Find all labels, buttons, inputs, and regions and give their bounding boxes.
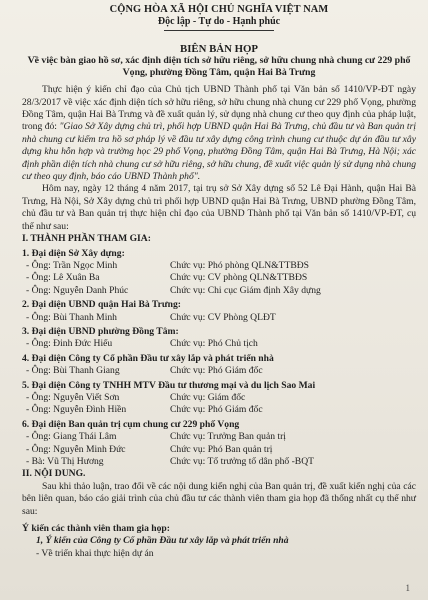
member-role: Chức vụ: Giám đốc bbox=[170, 391, 246, 403]
member-row bbox=[22, 272, 416, 284]
member-name: - Ông: Giang Thái Lâm bbox=[26, 431, 117, 443]
member-role: Chức vụ: Phó Giám đốc bbox=[170, 365, 263, 377]
section-2-paragraph: Sau khi thảo luận, trao đổi về các nội dung kiến nghị của Ban quản trị, đề xuất kiến nghị của các bên liên quan, báo cáo giải trình của chủ đầu tư các thành viên tham gia họp đã thống nhất cụ thể như sau: bbox=[22, 480, 416, 517]
opinion-item-1-line: - Về triển khai thực hiện dự án bbox=[36, 547, 154, 559]
member-role: Chức vụ: Phó Ban quản trị bbox=[170, 443, 273, 455]
group-title: 6. Đại diện Ban quản trị cụm chung cư 229 phố Vọng bbox=[22, 418, 240, 430]
opinion-item-1: 1, Ý kiến của Công ty Cổ phần Đầu tư xây lắp và phát triển nhà bbox=[36, 535, 289, 547]
intro-paragraph-1 bbox=[22, 84, 416, 183]
member-role: Chức vụ: CV phòng QLN&TTBĐS bbox=[170, 272, 308, 284]
member-role: Chức vụ: Phó Chủ tịch bbox=[170, 338, 258, 350]
member-name: - Ông: Lê Xuân Ba bbox=[26, 272, 100, 284]
group-title: 2. Đại diện UBND quận Hai Bà Trưng: bbox=[22, 299, 181, 311]
member-name: - Ông: Bùi Thanh Minh bbox=[26, 311, 117, 323]
member-name: - Ông: Nguyễn Danh Phúc bbox=[26, 284, 129, 296]
member-row bbox=[22, 312, 416, 324]
member-name: - Bà: Vũ Thị Hương bbox=[26, 456, 104, 467]
member-name: - Ông: Đinh Đức Hiếu bbox=[26, 338, 113, 350]
member-row bbox=[22, 431, 416, 443]
group-title: 5. Đại diện Công ty TNHH MTV Đầu tư thương mại và du lịch Sao Mai bbox=[22, 379, 316, 391]
document-subtitle: Về việc bàn giao hồ sơ, xác định diện tích sở hữu riêng, sở hữu chung nhà chung cư 229 phố Vọng, phường Đồng Tâm, quận Hai Bà Trưng bbox=[27, 55, 411, 79]
document-title: BIÊN BẢN HỌP bbox=[180, 42, 258, 55]
section-2-title: II. NỘI DUNG. bbox=[22, 468, 86, 480]
member-row bbox=[22, 338, 416, 350]
national-header: CỘNG HÒA XÃ HỘI CHỦ NGHĨA VIỆT NAM bbox=[109, 4, 329, 15]
member-name: - Ông: Nguyễn Viết Sơn bbox=[26, 391, 120, 403]
group-title: 3. Đại diện UBND phường Đồng Tâm: bbox=[22, 325, 179, 337]
page-number: 1 bbox=[405, 582, 410, 593]
member-name: - Ông: Bùi Thanh Giang bbox=[26, 365, 120, 377]
member-role: Chức vụ: Tổ trưởng tổ dân phố -BQT bbox=[170, 456, 314, 467]
member-row bbox=[22, 285, 416, 297]
member-row bbox=[22, 444, 416, 456]
intro-quote: "Giao Sở Xây dựng chủ trì, phối hợp UBND quận Hai Bà Trưng, chủ đầu tư và Ban quản trị nhà chung cư kiểm tra hồ sơ pháp lý về đầu tư xây dựng công trình chung cư thuộc dự án đầu tư xây dựng khu hỗn hợp và trường học 29 phố Vọng, phường Đồng Tâm, quận Hai Bà Trưng, Hà Nội; xác định phần diện tích nhà chung cư sở hữu riêng, sở hữu chung, đề xuất việc quản lý sử dụng nhà chung cư theo quy định, báo cáo UBND Thành phố". bbox=[22, 121, 416, 183]
motto-underline bbox=[164, 30, 274, 31]
opinions-title: Ý kiến các thành viên tham gia họp: bbox=[22, 523, 170, 535]
member-role: Chức vụ: Chi cục Giám định Xây dựng bbox=[170, 284, 321, 296]
member-name: - Ông: Trần Ngọc Minh bbox=[26, 259, 118, 271]
intro-text: Thực hiện ý kiến chỉ đạo của Chủ tịch UBND Thành phố tại Văn bản số 1410/VP-ĐT ngày 28/3/2017 về việc xác định diện tích sở hữu riêng, sở hữu chung nhà chung cư 229 phố Vọng, phường Đồng Tâm, quận Hai Bà Trưng và đề xuất quản lý, sử dụng nhà chung cư theo quy định của pháp luật, trong đó: bbox=[22, 84, 416, 133]
intro-paragraph-2: Hôm nay, ngày 12 tháng 4 năm 2017, tại trụ sở Sở Xây dựng số 52 Lê Đại Hành, quận Hai Bà Trưng, Hà Nội, Sở Xây dựng chủ trì phối hợp UBND quận Hai Bà Trưng, UBND phường Đồng Tâm, chủ đầu tư và Ban quản trị thực hiện chỉ đạo của UBND Thành phố tại Văn bản số 1410/VP-ĐT, cụ thể như sau: bbox=[22, 183, 416, 232]
member-name: - Ông: Nguyễn Đình Hiền bbox=[26, 404, 127, 416]
section-1-title: I. THÀNH PHẦN THAM GIA: bbox=[22, 233, 151, 245]
member-name: - Ông: Nguyễn Minh Đức bbox=[26, 443, 126, 455]
member-role: Chức vụ: CV Phòng QLĐT bbox=[170, 311, 276, 323]
group-title: 4. Đại diện Công ty Cổ phần Đầu tư xây lắp và phát triển nhà bbox=[22, 352, 274, 364]
member-role: Chức vụ: Phó Giám đốc bbox=[170, 404, 263, 416]
member-row bbox=[22, 392, 416, 404]
member-role: Chức vụ: Phó phòng QLN&TTBĐS bbox=[170, 259, 309, 271]
national-motto: Độc lập - Tự do - Hạnh phúc bbox=[157, 16, 281, 28]
member-row bbox=[22, 404, 416, 416]
member-role: Chức vụ: Trưởng Ban quản trị bbox=[170, 431, 286, 443]
member-row bbox=[22, 365, 416, 377]
group-title: 1. Đại diện Sở Xây dựng: bbox=[22, 247, 125, 259]
member-row bbox=[22, 456, 416, 468]
member-row bbox=[22, 260, 416, 272]
